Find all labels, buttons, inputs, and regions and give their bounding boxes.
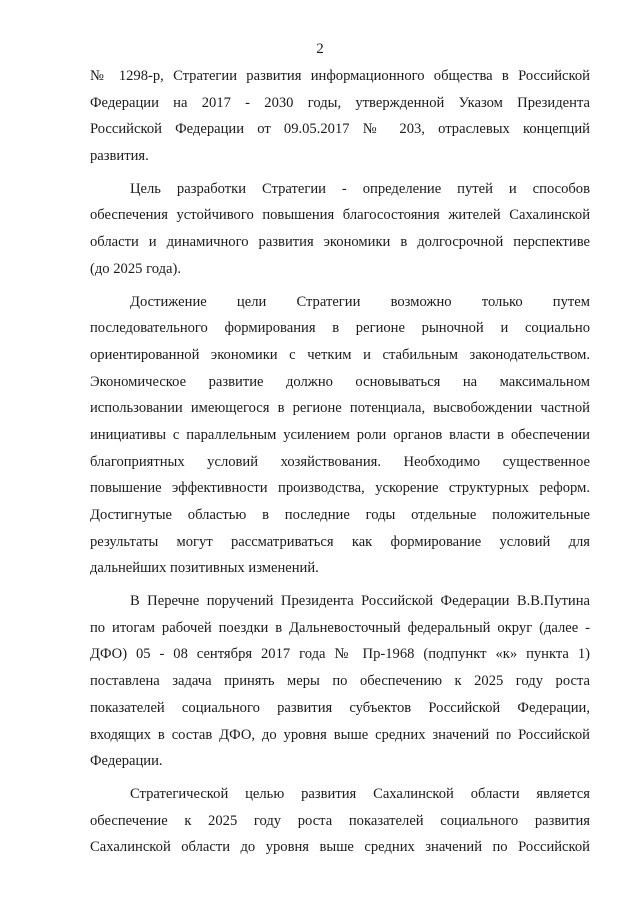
text-line: Федерации на 2017 - 2030 годы, утвержденной Указом Президента [90, 94, 590, 111]
text-line: Достигнутые областью в последние годы отдельные положительные [90, 507, 590, 523]
text-line: инициативы с параллельным усилением роли органов власти в обеспечении [90, 426, 590, 443]
text-line: Экономическое развитие должно основываться на максимальном [90, 373, 590, 390]
text-line: результаты могут рассматриваться как формирование условий для [90, 533, 590, 550]
text-line: В Перечне поручений Президента Российской Федерации В.В.Путина [130, 593, 590, 610]
text-line: обеспечения устойчивого повышения благосостояния жителей Сахалинской [90, 207, 590, 224]
paragraph [90, 176, 590, 283]
text-line: по итогам рабочей поездки в Дальневосточный федеральный округ (далее - [90, 619, 590, 636]
text-line: показателей социального развития субъектов Российской Федерации, [90, 699, 590, 716]
text-line: ДФО) 05 - 08 сентября 2017 года № Пр-1968 (подпункт «к» пункта 1) [90, 646, 590, 663]
paragraph [90, 63, 590, 170]
document-body [90, 63, 590, 861]
text-line: Сахалинской области до уровня выше средних значений по Российской [90, 839, 590, 856]
text-line: (до 2025 года). [90, 260, 181, 277]
text-line: ориентированной экономики с четким и стабильным законодательством. [90, 346, 590, 363]
text-line: использовании имеющегося в регионе потенциала, высвобождении частной [90, 400, 590, 417]
text-line: дальнейших позитивных изменений. [90, 560, 319, 577]
text-line: повышение эффективности производства, ускорение структурных реформ. [90, 480, 590, 497]
paragraph [90, 289, 590, 583]
page-number: 2 [316, 41, 324, 57]
text-line: входящих в состав ДФО, до уровня выше средних значений по Российской [90, 726, 590, 743]
text-line: области и динамичного развития экономики в долгосрочной перспективе [90, 234, 590, 251]
text-line: поставлена задача принять меры по обеспечению к 2025 году роста [90, 673, 590, 690]
paragraph [90, 588, 590, 775]
text-line: Российской Федерации от 09.05.2017 № 203, отраслевых концепций [90, 121, 590, 138]
text-line: Стратегической целью развития Сахалинской области является [130, 785, 590, 802]
paragraph [90, 781, 590, 861]
text-line: благоприятных условий хозяйствования. Необходимо существенное [90, 453, 590, 470]
text-line: Цель разработки Стратегии - определение путей и способов [130, 180, 590, 197]
text-line: обеспечение к 2025 году роста показателей социального развития [90, 812, 590, 829]
text-line: № 1298-р, Стратегии развития информационного общества в Российской [90, 68, 590, 84]
text-line: развития. [90, 148, 149, 165]
text-line: Федерации. [90, 753, 163, 770]
text-line: Достижение цели Стратегии возможно только путем [130, 293, 590, 310]
text-line: последовательного формирования в регионе рыночной и социально [90, 320, 590, 337]
